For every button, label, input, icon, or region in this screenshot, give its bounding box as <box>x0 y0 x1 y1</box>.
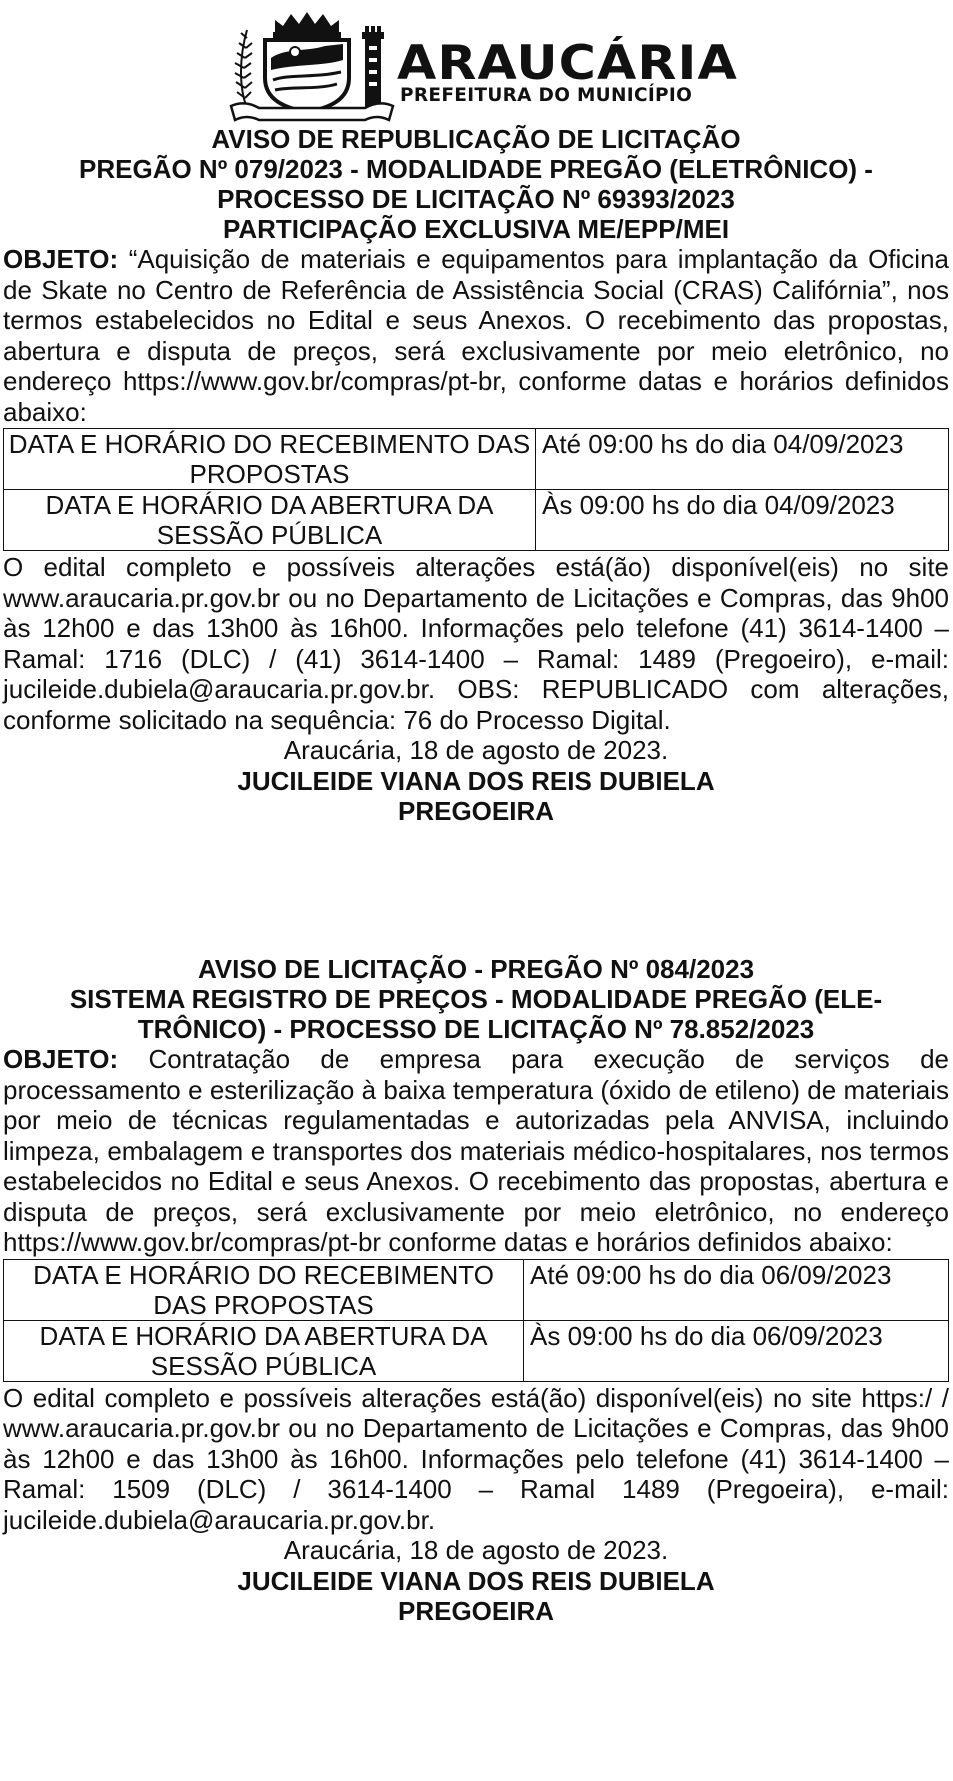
table-cell-label: DATA E HORÁRIO DA ABERTURA DA SESSÃO PÚBLICA <box>4 490 536 551</box>
table-cell-value: Até 09:00 hs do dia 06/09/2023 <box>524 1259 949 1320</box>
table-cell-value: Às 09:00 hs do dia 06/09/2023 <box>524 1320 949 1381</box>
signer-name: JUCILEIDE VIANA DOS REIS DUBIELA <box>237 765 715 796</box>
notice-title-line: AVISO DE LICITAÇÃO - PREGÃO Nº 084/2023 <box>197 954 755 984</box>
notice-1 <box>3 124 949 827</box>
municipal-coat-of-arms <box>225 8 400 126</box>
signer-role: PREGOEIRA <box>397 796 555 826</box>
info-paragraph: O edital completo e possíveis alterações está(ão) disponível(eis) no site www.araucaria.pr.gov.br ou no Departamento de Licitações e Compras, das 9h00 às 12h00 e das 13h00 às 16h00. Informações pelo telefone (41) 3614-1400 – Ramal: 1716 (DLC) / (41) 3614-1400 – Ramal: 1489 (Pregoeiro), e-mail: jucileide.dubiela@araucaria.pr.gov.br. OBS: REPUBLICADO com alterações, conforme solicitado na sequência: 76 do Processo Digital. <box>3 552 949 735</box>
object-label: OBJETO: <box>3 244 119 274</box>
signer-name: JUCILEIDE VIANA DOS REIS DUBIELA <box>237 1565 715 1596</box>
object-paragraph <box>3 1044 949 1258</box>
object-text: Contratação de empresa para execução de serviços de processamento e esterilização à baixa temperatura (óxido de etileno) de materiais por meio de técnicas regulamentadas e autorizadas pela ANVISA, incluindo limpeza, embalagem e transportes dos materiais médico-hospitalares, nos termos estabelecidos no Edital e seus Anexos. O recebimento das propostas, abertura e disputa de preços, será exclusivamente por meio eletrônico, no endereço https://www.gov.br/compras/pt-br conforme datas e horários definidos abaixo: <box>3 1044 949 1257</box>
date-line: Araucária, 18 de agosto de 2023. <box>283 1535 669 1565</box>
brand <box>397 36 738 106</box>
table-row <box>4 429 949 490</box>
date-line: Araucária, 18 de agosto de 2023. <box>283 735 669 765</box>
brand-name: ARAUCÁRIA <box>397 36 738 91</box>
dates-table <box>3 428 949 551</box>
table-row <box>4 490 949 551</box>
header <box>215 8 755 128</box>
notice-title-line: PARTICIPAÇÃO EXCLUSIVA ME/EPP/MEI <box>222 214 730 244</box>
notice-title-line: TRÔNICO) - PROCESSO DE LICITAÇÃO Nº 78.852/2023 <box>137 1014 815 1044</box>
brand-subtitle: PREFEITURA DO MUNICÍPIO <box>400 85 693 106</box>
signer-role: PREGOEIRA <box>397 1596 555 1626</box>
info-paragraph: O edital completo e possíveis alterações está(ão) disponível(eis) no site https:/ / www.araucaria.pr.gov.br ou no Departamento de Licitações e Compras, das 9h00 às 12h00 e das 13h00 às 16h00. Informações pelo telefone (41) 3614-1400 – Ramal: 1509 (DLC) / 3614-1400 – Ramal 1489 (Pregoeira), e-mail: jucileide.dubiela@araucaria.pr.gov.br. <box>3 1382 949 1535</box>
table-cell-label: DATA E HORÁRIO DA ABERTURA DA SESSÃO PÚBLICA <box>4 1320 524 1381</box>
table-row <box>4 1259 949 1320</box>
notice-title-line: SISTEMA REGISTRO DE PREÇOS - MODALIDADE PREGÃO (ELE- <box>69 984 883 1014</box>
table-cell-value: Às 09:00 hs do dia 04/09/2023 <box>536 490 949 551</box>
notice-2 <box>3 954 949 1627</box>
table-cell-value: Até 09:00 hs do dia 04/09/2023 <box>536 429 949 490</box>
table-cell-label: DATA E HORÁRIO DO RECEBIMENTO DAS PROPOSTAS <box>4 1259 524 1320</box>
table-cell-label: DATA E HORÁRIO DO RECEBIMENTO DAS PROPOSTAS <box>4 429 536 490</box>
object-paragraph <box>3 244 949 427</box>
object-text: “Aquisição de materiais e equipamentos para implantação da Oficina de Skate no Centro de Referência de Assistência Social (CRAS) Califórnia”, nos termos estabelecidos no Edital e seus Anexos. O recebimento das propostas, abertura e disputa de preços, será exclusivamente por meio eletrônico, no endereço https://www.gov.br/compras/pt-br, conforme datas e horários definidos abaixo: <box>3 244 949 427</box>
notice-title-line: PREGÃO Nº 079/2023 - MODALIDADE PREGÃO (ELETRÔNICO) - <box>79 154 873 184</box>
notice-title-line: PROCESSO DE LICITAÇÃO Nº 69393/2023 <box>217 184 735 214</box>
notice-title-line: AVISO DE REPUBLICAÇÃO DE LICITAÇÃO <box>211 124 741 154</box>
table-row <box>4 1320 949 1381</box>
dates-table <box>3 1259 949 1382</box>
object-label: OBJETO: <box>3 1044 119 1074</box>
